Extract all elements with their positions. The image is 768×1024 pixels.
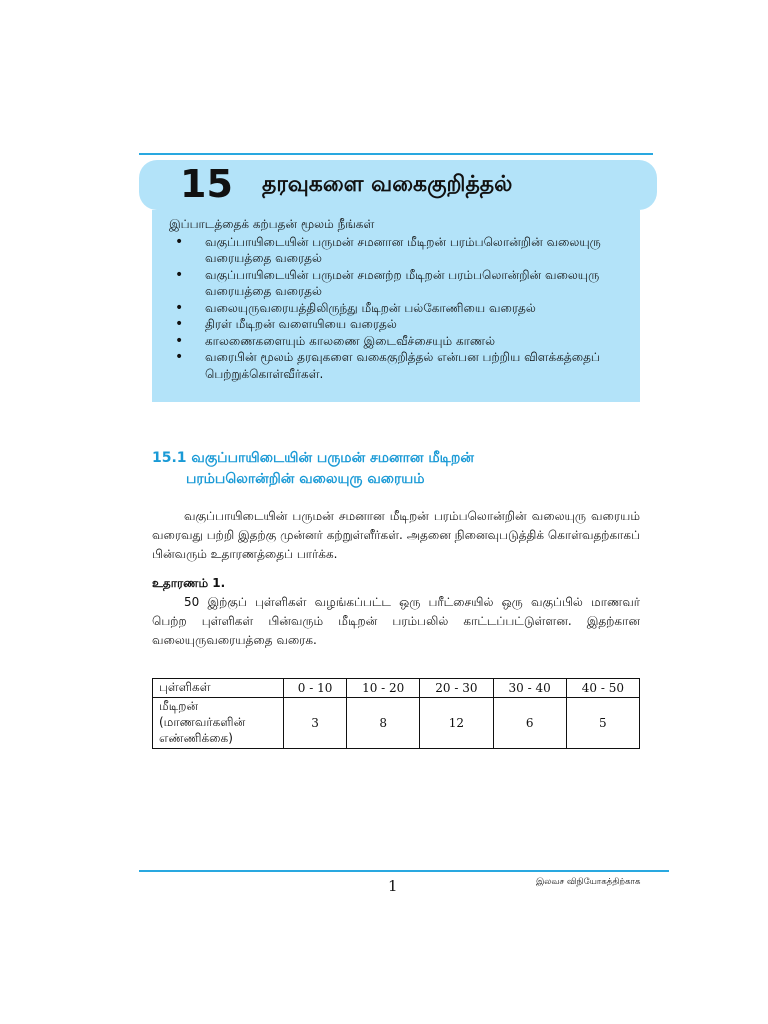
frequency-cell: 8	[347, 698, 420, 749]
footer-note: இலவச விநியோகத்திற்காக	[536, 877, 641, 887]
objective-item: • காலணைகளையும் காலணை இடைவீச்சையும் காணல்	[169, 333, 630, 350]
section-title-line2: பரம்பலொன்றின் வலையுரு வரையம்	[186, 471, 425, 487]
objectives-box	[152, 210, 640, 402]
top-rule	[139, 153, 653, 155]
interval-cell: 0 - 10	[284, 679, 347, 698]
frequency-cell: 5	[566, 698, 639, 749]
objective-item: • வலையுருவரையத்திலிருந்து மீடிறன் பல்கோணியை வரைதல்	[169, 300, 630, 317]
frequency-cell: 6	[493, 698, 566, 749]
page-number: 1	[388, 877, 398, 895]
table-row	[153, 698, 640, 749]
objectives-list	[169, 234, 630, 383]
frequency-table	[152, 678, 640, 749]
example-label: உதாரணம் 1.	[152, 576, 226, 590]
chapter-number: 15	[180, 162, 233, 206]
intro-paragraph: வகுப்பாயிடையின் பருமன் சமனான மீடிறன் பரம்பலொன்றின் வலையுரு வரையம் வரைவது பற்றி இதற்கு முன்னர் கற்றுள்ளீர்கள். அதனை நினைவுபடுத்திக் கொள்வதற்காகப் பின்வரும் உதாரணத்தைப் பார்க்க.	[152, 509, 640, 561]
section-number: 15.1	[152, 450, 187, 466]
frequency-cell: 12	[420, 698, 493, 749]
footer-rule	[139, 870, 669, 872]
row-header-marks: புள்ளிகள்	[153, 679, 284, 698]
interval-cell: 40 - 50	[566, 679, 639, 698]
row-header-frequency: மீடிறன் (மாணவர்களின் எண்ணிக்கை)	[153, 698, 284, 749]
section-heading	[152, 448, 622, 490]
objectives-intro: இப்பாடத்தைக் கற்பதன் மூலம் நீங்கள்	[169, 217, 375, 231]
interval-cell: 30 - 40	[493, 679, 566, 698]
section-title-line1: வகுப்பாயிடையின் பருமன் சமனான மீடிறன்	[191, 450, 474, 466]
example-text: 50 இற்குப் புள்ளிகள் வழங்கப்பட்ட ஒரு பரீட்சையில் ஒரு வகுப்பில் மாணவர் பெற்ற புள்ளிகள் பின்வரும் மீடிறன் பரம்பலில் காட்டப்பட்டுள்ளன. இதற்கான வலையுருவரையத்தை வரைக.	[152, 595, 640, 647]
objective-item: • திரள் மீடிறன் வளையியை வரைதல்	[169, 316, 630, 333]
interval-cell: 20 - 30	[420, 679, 493, 698]
objective-item: • வகுப்பாயிடையின் பருமன் சமனான மீடிறன் பரம்பலொன்றின் வலையுரு வரையத்தை வரைதல்	[169, 234, 630, 267]
table-row	[153, 679, 640, 698]
objective-item: • வரைபின் மூலம் தரவுகளை வகைகுறித்தல் என்பன பற்றிய விளக்கத்தைப் பெற்றுக்கொள்வீர்கள்.	[169, 349, 630, 382]
frequency-cell: 3	[284, 698, 347, 749]
interval-cell: 10 - 20	[347, 679, 420, 698]
chapter-title: தரவுகளை வகைகுறித்தல்	[262, 172, 513, 197]
objective-item: • வகுப்பாயிடையின் பருமன் சமனற்ற மீடிறன் பரம்பலொன்றின் வலையுரு வரையத்தை வரைதல்	[169, 267, 630, 300]
